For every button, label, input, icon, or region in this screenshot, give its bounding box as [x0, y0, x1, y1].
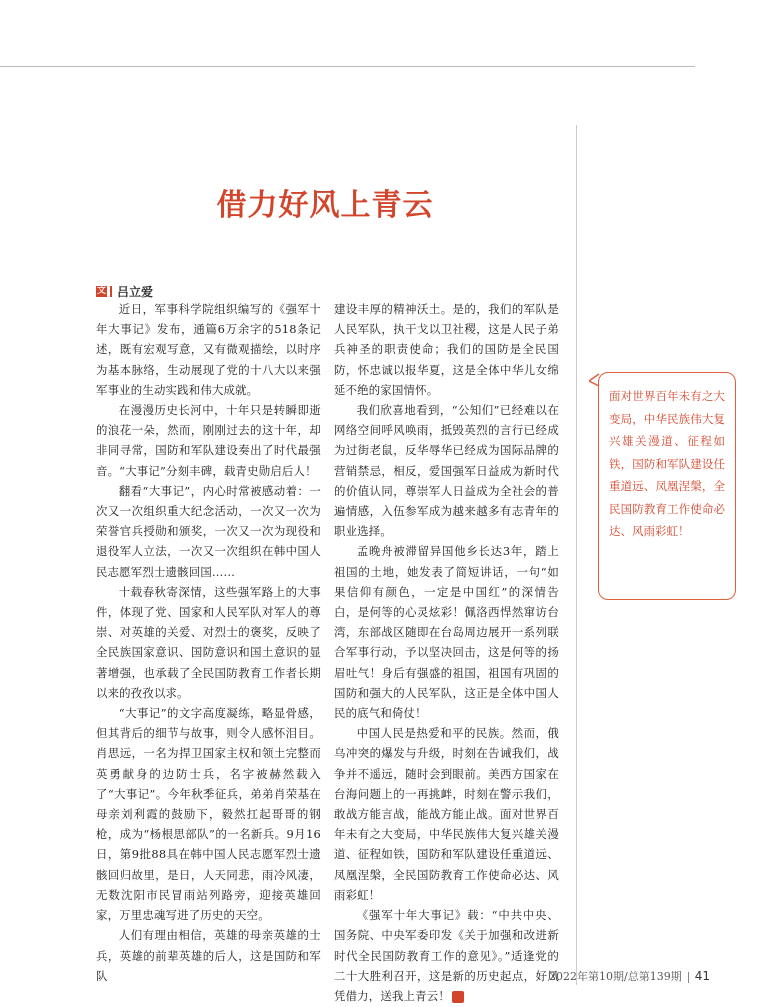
- author-name: 吕立爱: [117, 285, 154, 299]
- paragraph: 我们欣喜地看到，“公知们”已经难以在网络空间呼风唤雨，抵毁英烈的言行已经成为过街老鼠，反华辱华已经成为国际品牌的营销禁忌，相反，爱国强军日益成为新时代的价值认同，尊崇军人日益成为全社会的普遍情感，入伍参军成为越来越多有志青年的职业选择。: [334, 403, 559, 539]
- top-divider: [0, 66, 695, 67]
- column-divider: [576, 125, 577, 985]
- footer-separator: [688, 972, 689, 983]
- paragraph-continued: 建设丰厚的精神沃土。是的，我们的军队是人民军队，执干戈以卫社稷，这是人民子弟兵神圣的职责使命；我们的国防是全民国防，怀忠诚以报华夏，这是全体中华儿女绵延不绝的家国情怀。: [334, 302, 559, 397]
- pull-quote: 面对世界百年未有之大变局，中华民族伟大复兴雄关漫道、征程如铁，国防和军队建设任重道远、凤凰涅槃，全民国防教育工作使命必达、风雨彩虹！: [598, 372, 736, 600]
- page-footer: [549, 968, 710, 984]
- paragraph: 在漫漫历史长河中，十年只是转瞬即逝的浪花一朵，然而，刚刚过去的这十年，却非同寻常，国防和军队建设奏出了时代最强音。“大事记”分刻丰碑，载青史勋启后人！: [96, 403, 321, 478]
- issue-info: 2022年第10期/总第139期: [549, 970, 682, 983]
- paragraph: 中国人民是热爱和平的民族。然而，俄乌冲突的爆发与升级，时刻在告诫我们，战争并不遥远，随时会到眼前。美西方国家在台海问题上的一再挑衅，时刻在警示我们，敢战方能言战，能战方能止战。面对世界百年未有之大变局，中华民族伟大复兴雄关漫道、征程如铁，国防和军队建设任重道远、凤凰涅槃，全民国防教育工作使命必达、风雨彩虹！: [334, 726, 559, 902]
- paragraph: 孟晚舟被滞留异国他乡长达3年，踏上祖国的土地，她发表了简短讲话，一句“如果信仰有颜色，一定是中国红”的深情告白，是何等的心灵炫彩！佩洛西悍然窜访台湾，东部战区随即在台岛周边展开一系列联合军事行动，予以坚决回击，这是何等的扬眉吐气！身后有强盛的祖国，祖国有巩固的国防和强大的人民军队，这正是全体中国人民的底气和倚仗！: [334, 544, 559, 721]
- article-title: 借力好风上青云: [216, 188, 434, 223]
- author-byline: [96, 283, 153, 300]
- paragraph: “大事记”的文字高度凝练，略显骨感，但其背后的细节与故事，则令人感怀泪目。肖思远，一名为捍卫国家主权和领土完整而英勇献身的边防士兵，名字被赫然载入了“大事记”。今年秋季征兵，弟弟肖荣基在母亲刘利霞的鼓励下，毅然扛起哥哥的钢枪，成为“杨根思部队”的一名新兵。9月16日，第9批88具在韩中国人民志愿军烈士遗骸回归故里，是日，人天同悲，雨冷风凄，无数沈阳市民冒雨站列路旁，迎接英雄回家，万里忠魂写进了历史的天空。: [96, 706, 321, 923]
- author-bar: [110, 286, 112, 297]
- author-mark-icon: 文: [96, 286, 106, 296]
- paragraph: 十载春秋寄深情，这些强军路上的大事件，体现了党、国家和人民军队对军人的尊崇、对英雄的关爱、对烈士的褒奖，反映了全民族国家意识、国防意识和国土意识的显著增强，也承载了全民国防教育工作者长期以来的孜孜以求。: [96, 584, 321, 700]
- right-column: [334, 299, 559, 1006]
- left-column: [96, 299, 321, 986]
- last-paragraph-text: 《强军十年大事记》载：“中共中央、国务院、中央军委印发《关于加强和改进新时代全民国防教育工作的意见》。”适逢党的二十大胜利召开，这是新的历史起点，好风凭借力，送我上青云！: [334, 908, 559, 1003]
- paragraph: 人们有理由相信，英雄的母亲英雄的士兵，英雄的前辈英雄的后人，这是国防和军队: [96, 928, 321, 983]
- end-mark-icon: G: [452, 991, 464, 1003]
- paragraph: 近日，军事科学院组织编写的《强军十年大事记》发布，通篇6万余字的518条记述，既有宏观写意，又有微观描绘，以时序为基本脉络，生动展现了党的十八大以来强军事业的生动实践和伟大成就。: [96, 302, 321, 397]
- paragraph-last: [334, 905, 559, 1006]
- paragraph: 翻看“大事记”，内心时常被感动着：一次又一次组织重大纪念活动，一次又一次为荣誉官兵授勋和颁奖，一次又一次为现役和退役军人立法，一次又一次组织在韩中国人民志愿军烈士遗骸回国……: [96, 483, 321, 579]
- page-number: 41: [694, 969, 710, 983]
